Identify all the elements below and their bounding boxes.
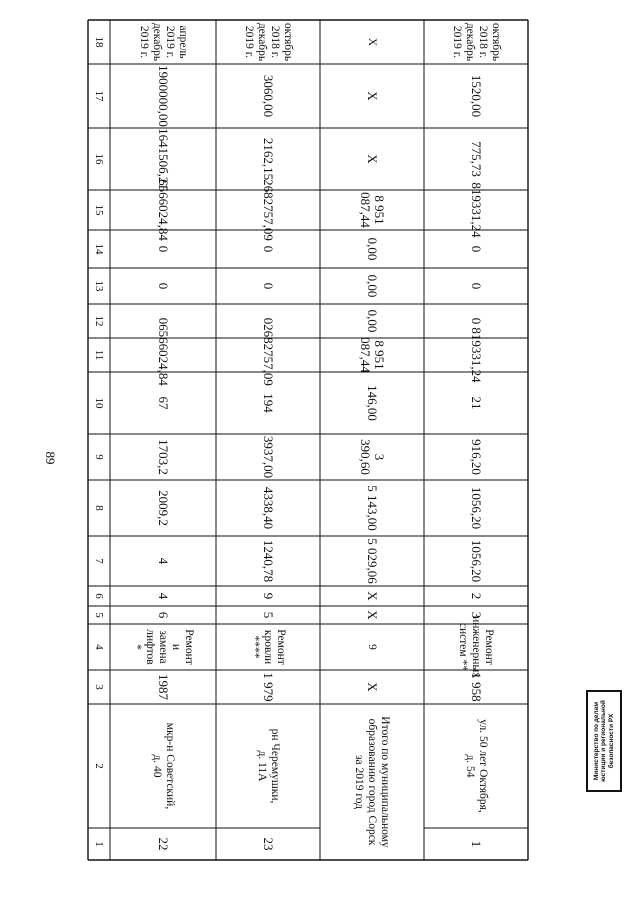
column-number-5: 5 xyxy=(93,612,105,618)
cell-row2-col16: 2162,15 xyxy=(261,137,276,181)
cell-row2-col14: 0 xyxy=(261,245,276,253)
cell-row2-col5: 5 xyxy=(261,611,276,619)
cell-row1-col11: 6566024,84 xyxy=(156,324,171,386)
cell-row3-col1: Итого по муниципальному образованию город Сорск за 2019 год xyxy=(353,716,392,848)
cell-row3-col17: X xyxy=(365,91,380,101)
cell-row1-col16: 164150б,21 xyxy=(156,128,171,190)
column-number-18: 18 xyxy=(93,36,105,48)
cell-row1-col10: 67 xyxy=(156,396,171,410)
cell-row1-col9: 1703,2 xyxy=(156,439,171,475)
cell-row3-col3: X xyxy=(365,682,380,692)
cell-row4-col16: 775,73 xyxy=(469,141,484,177)
stamp-text: Министерство по делам юстиции и региональной безопасности РХ xyxy=(592,700,615,782)
column-number-3: 3 xyxy=(93,684,105,690)
cell-row4-col10: 21 xyxy=(469,396,484,410)
repair-schedule-table xyxy=(88,20,528,860)
cell-row4-col9: 916,20 xyxy=(469,439,484,475)
column-number-2: 2 xyxy=(93,763,105,769)
cell-row1-col15: 6566024,84 xyxy=(156,179,171,241)
cell-row2-col1: 23 xyxy=(261,837,276,851)
cell-row2-col15: 2682757,09 xyxy=(261,179,276,241)
cell-row4-col2: ул. 50 лет Октября, д. 54 xyxy=(464,719,489,813)
cell-row4-col4: Ремонт инженерных систем ** xyxy=(457,616,496,678)
column-number-12: 12 xyxy=(93,315,105,327)
cell-row1-col12: 0 xyxy=(156,317,171,325)
cell-row1-col17: 1900000,00 xyxy=(156,65,171,127)
cell-row3-col13: 0,00 xyxy=(365,274,380,298)
cell-row4-col12: 0 xyxy=(469,317,484,325)
cell-row2-col9: 3937,00 xyxy=(261,435,276,479)
cell-row3-col14: 0,00 xyxy=(365,237,380,261)
cell-row4-col17: 1520,00 xyxy=(469,74,484,118)
column-number-16: 16 xyxy=(93,153,105,165)
cell-row2-col4: Ремонт кровли **** xyxy=(249,629,288,665)
cell-row1-col14: 0 xyxy=(156,245,171,253)
cell-row4-col11: 819331,24 xyxy=(469,327,484,383)
column-number-8: 8 xyxy=(93,505,105,511)
cell-row3-col4: 9 xyxy=(366,644,379,650)
cell-row1-col6: 4 xyxy=(156,592,171,600)
column-number-1: 1 xyxy=(93,841,105,847)
cell-row2-col8: 4338,40 xyxy=(261,486,276,530)
cell-row4-col15: 819331,24 xyxy=(469,182,484,238)
cell-row2-col10: 194 xyxy=(261,393,276,413)
cell-row3-col10: 146,00 xyxy=(365,385,380,421)
cell-row4-col1: 1 xyxy=(469,840,484,848)
cell-row2-col17: 3060,00 xyxy=(261,74,276,118)
cell-row2-col6: 9 xyxy=(261,592,276,600)
cell-row3-col12: 0,00 xyxy=(365,309,380,333)
cell-row1-col4: Ремонт и замена лифтов * xyxy=(131,629,196,665)
column-number-15: 15 xyxy=(93,204,105,216)
cell-row1-col18: апрель 2019 г. декабрь 2019 г. xyxy=(138,22,189,62)
cell-row4-col5: 3 xyxy=(469,611,484,619)
cell-row4-col3: 1 958 xyxy=(469,672,484,702)
column-number-13: 13 xyxy=(93,280,105,292)
cell-row1-col5: 6 xyxy=(156,611,171,619)
cell-row3-col18: X xyxy=(366,37,379,47)
page-number: 89 xyxy=(43,451,58,465)
cell-row2-col3: 1 979 xyxy=(261,672,276,702)
cell-row2-col18: октябрь 2018 г. декабрь 2019 г. xyxy=(243,22,294,62)
cell-row3-col9: 3 390,60 xyxy=(358,439,387,475)
column-number-17: 17 xyxy=(93,90,105,102)
cell-row4-col14: 0 xyxy=(469,245,484,253)
cell-row1-col3: 1987 xyxy=(156,674,171,700)
column-number-6: 6 xyxy=(93,593,105,599)
cell-row3-col5: X xyxy=(365,610,380,620)
column-number-4: 4 xyxy=(93,644,105,650)
cell-row3-col11: 8 951 087,44 xyxy=(358,337,387,373)
cell-row2-col11: 2682757,09 xyxy=(261,324,276,386)
column-number-10: 10 xyxy=(93,397,105,409)
cell-row2-col2: рн Черемушки, д. 11А xyxy=(256,728,281,804)
cell-row1-col7: 4 xyxy=(156,557,171,565)
cell-row4-col18: октябрь 2018 г. декабрь 2019 г. xyxy=(451,22,502,62)
cell-row3-col15: 8 951 087,44 xyxy=(358,192,387,228)
column-number-11: 11 xyxy=(93,349,105,361)
cell-row1-col8: 2009,2 xyxy=(156,490,171,526)
cell-row2-col7: 1240,78 xyxy=(261,539,276,583)
cell-row2-col12: 0 xyxy=(261,317,276,325)
cell-row3-col16: X xyxy=(365,154,380,164)
cell-row3-col7: 5 029,06 xyxy=(365,538,380,584)
column-number-14: 14 xyxy=(93,243,105,255)
cell-row1-col13: 0 xyxy=(156,282,171,290)
cell-row4-col6: 2 xyxy=(469,592,484,600)
column-number-7: 7 xyxy=(93,558,105,564)
cell-row1-col1: 22 xyxy=(156,837,171,851)
cell-row4-col7: 1056,20 xyxy=(469,539,484,583)
cell-row2-col13: 0 xyxy=(261,282,276,290)
cell-row4-col8: 1056,20 xyxy=(469,486,484,530)
cell-row1-col2: мкр-н Советский, д. 40 xyxy=(151,722,176,810)
column-number-9: 9 xyxy=(93,454,105,460)
ministry-stamp xyxy=(586,690,622,792)
cell-row3-col8: 5 143,00 xyxy=(365,485,380,531)
cell-row4-col13: 0 xyxy=(469,282,484,290)
cell-row3-col6: X xyxy=(365,591,380,601)
